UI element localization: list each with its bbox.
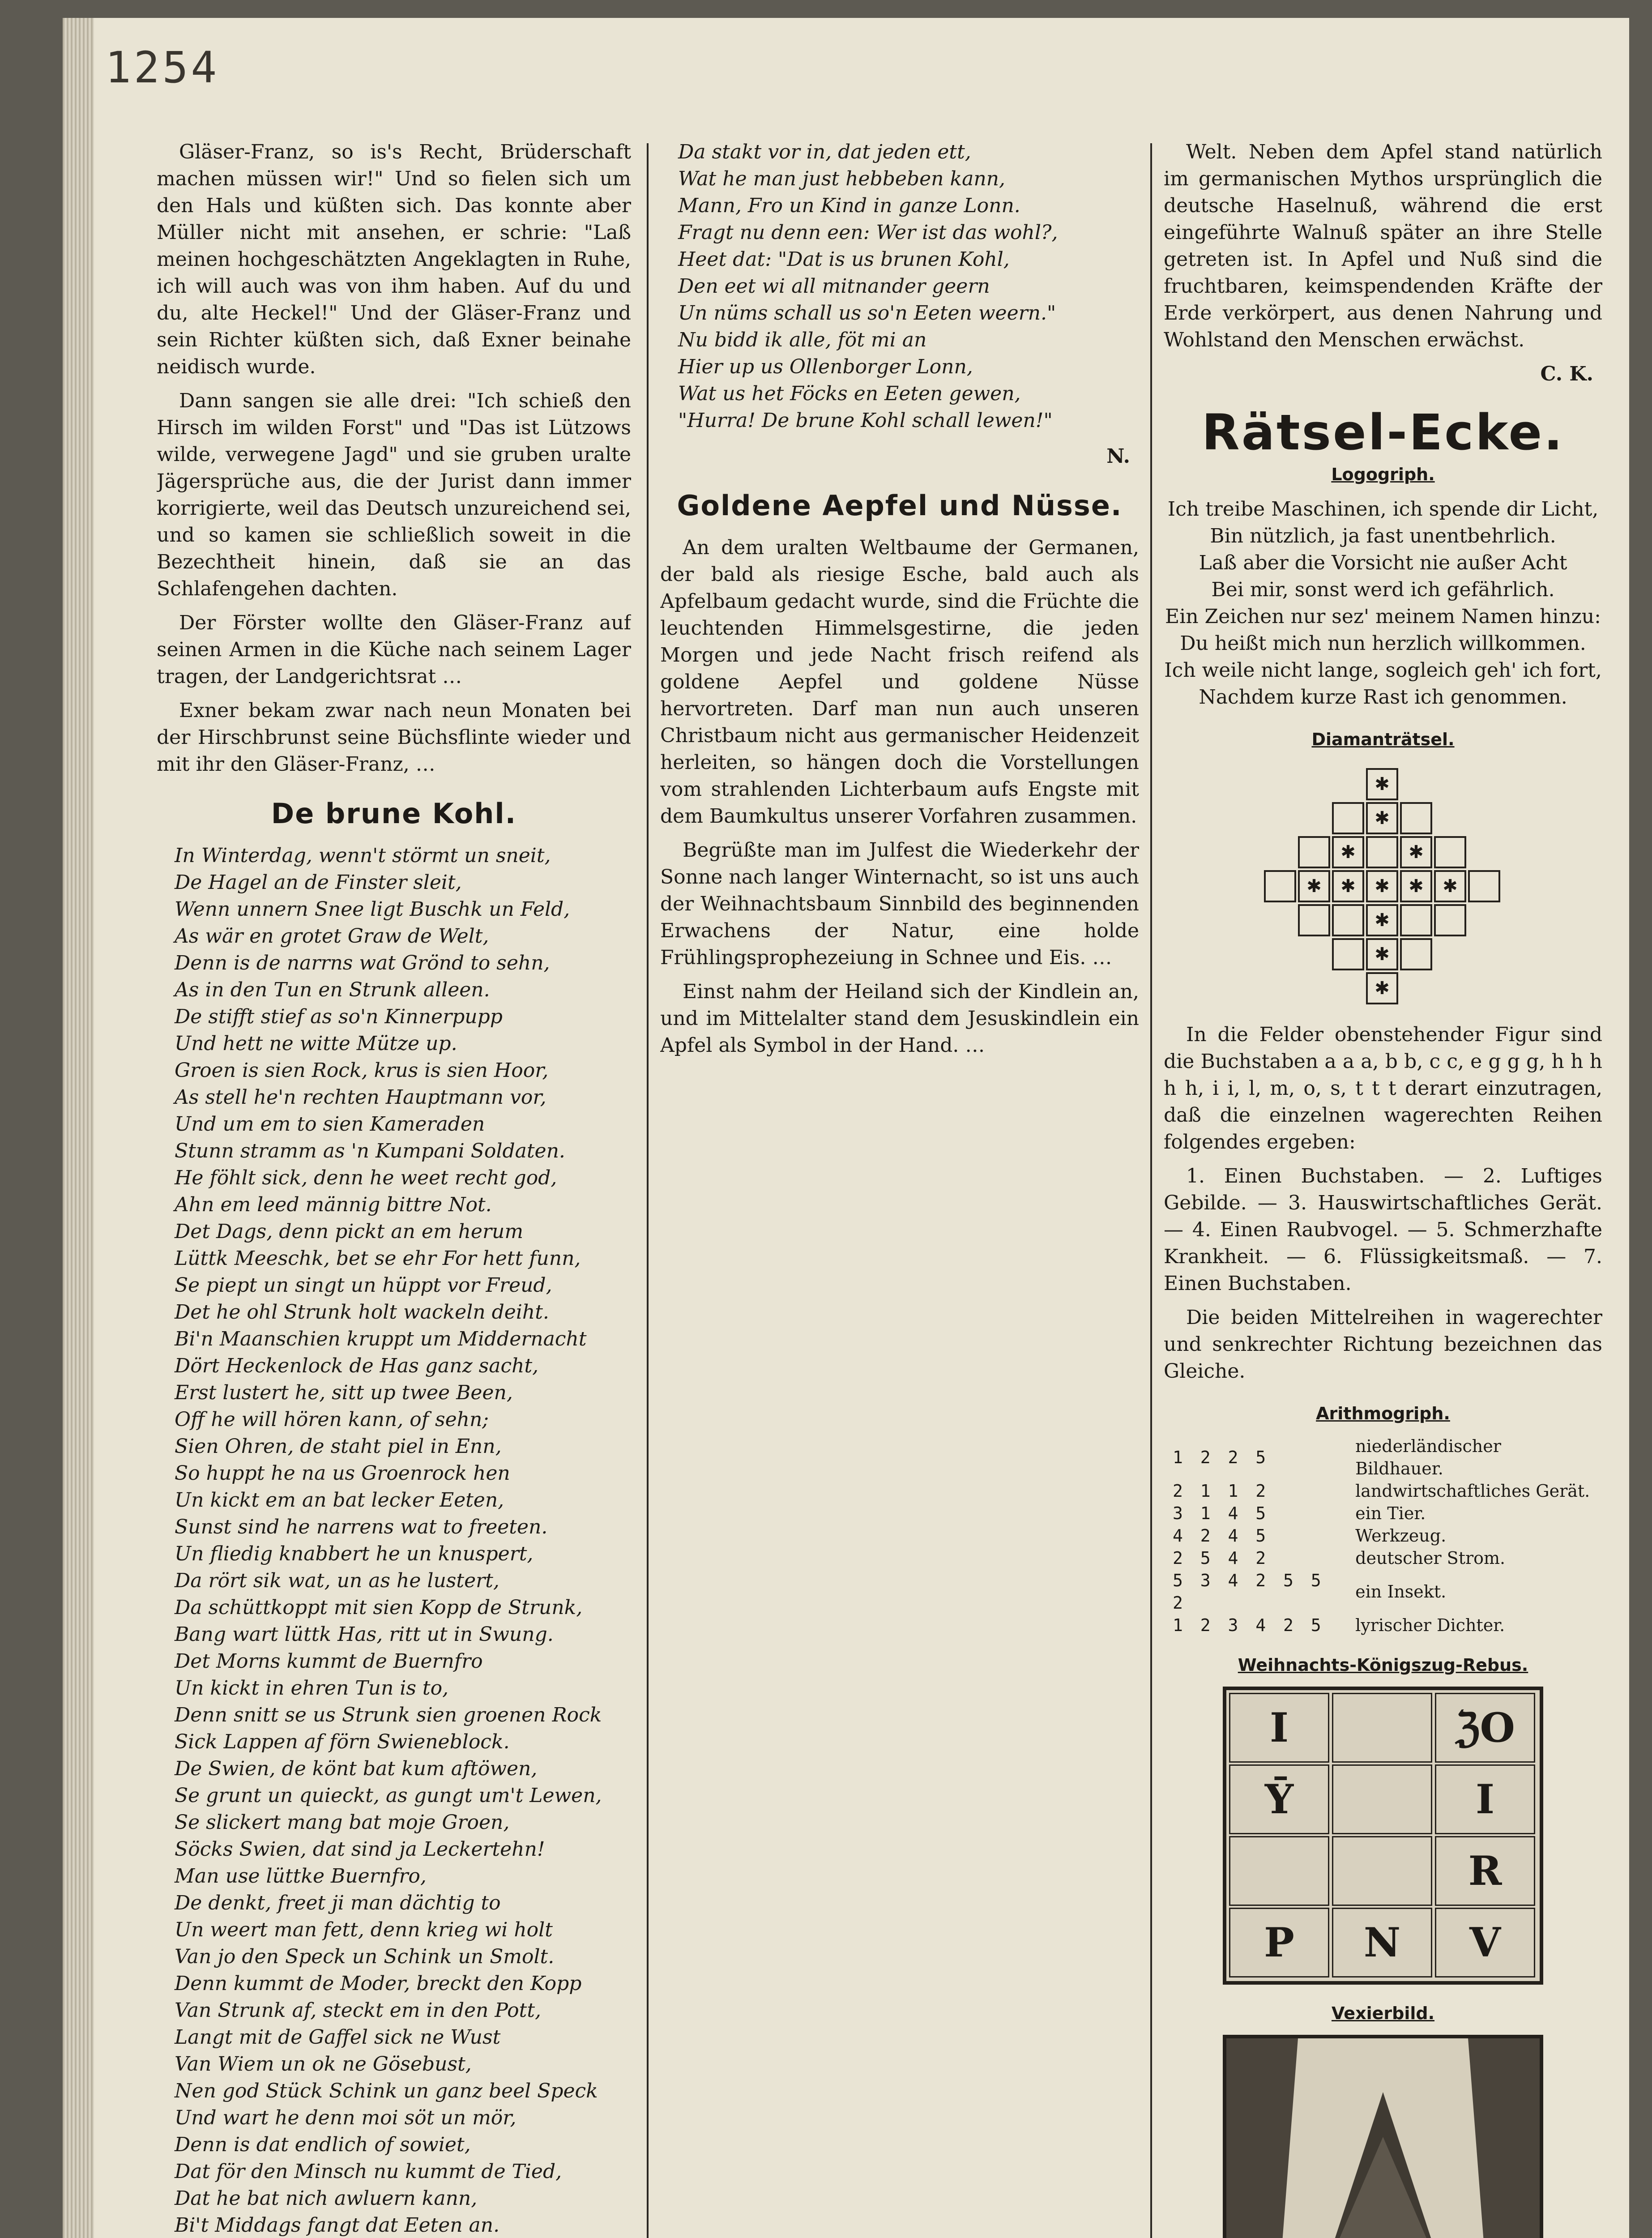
article-signature: C. K.: [1540, 363, 1593, 385]
paragraph: Welt. Neben dem Apfel stand natürlich im germanischen Mythos ursprünglich die deutsche Haselnuß, während die erst eingeführte Walnuß später an ihre Stelle getreten ist. In Apfel und Nuß sind die fruchtbaren, keimspendenden Kräfte der Erde verkörpert, aus denen Nahrung und Wohlstand den Menschen erwächst.: [1164, 141, 1602, 351]
poem-signature: N.: [1106, 445, 1130, 468]
poem-line: Un kickt em an bat lecker Eeten,: [175, 1489, 504, 1512]
rebus-picture: [1223, 1687, 1543, 1985]
poem-line: Sien Ohren, de staht piel in Enn,: [175, 1435, 502, 1458]
diamond-puzzle-grid: [1244, 762, 1522, 1012]
poem-line: Langt mit de Gaffel sick ne Wust: [175, 2026, 501, 2049]
verse-line: Laß aber die Vorsicht nie außer Acht: [1199, 551, 1567, 574]
poem-line: Lüttk Meeschk, bet se ehr For hett funn,: [175, 1247, 581, 1270]
poem-line: Det he ohl Strunk holt wackeln deiht.: [175, 1301, 549, 1324]
digit-sequence: 3 1 4 5: [1173, 1503, 1270, 1523]
poem-line: Da rört sik wat, un as he lustert,: [175, 1569, 499, 1592]
poem-line: Denn kummt de Moder, breckt den Kopp: [175, 1972, 582, 1995]
poem-line: Off he will hören kann, of sehn;: [175, 1408, 489, 1431]
grid-cell: [1434, 836, 1466, 868]
paragraph: Die beiden Mittelreihen in wagerechter und senkrechter Richtung bezeichnen das Gleiche.: [1164, 1306, 1602, 1383]
poem-line: Bi'n Maanschien kruppt um Middernacht: [175, 1328, 587, 1350]
paragraph: Der Förster wollte den Gläser-Franz auf seinen Armen in die Küche nach seinem Lager tragen, der Landgerichtsrat …: [157, 611, 631, 688]
poem-line: Un weert man fett, denn krieg wi holt: [175, 1918, 553, 1941]
poem-line: Söcks Swien, dat sind ja Leckertehn!: [175, 1838, 545, 1861]
poem-line: Van jo den Speck un Schink un Smolt.: [175, 1945, 555, 1968]
logogriph-verse: [1164, 496, 1602, 711]
rebus-cell: R: [1435, 1836, 1535, 1906]
column-1: [157, 139, 631, 2238]
rebus-cell: Р: [1229, 1908, 1329, 1977]
poem-continued: [678, 139, 1139, 434]
poem-line: Van Wiem un ok ne Gösebust,: [175, 2053, 472, 2076]
logogriph-heading: Logogriph.: [1331, 465, 1435, 484]
grid-cell: ✱: [1366, 768, 1398, 800]
grid-cell: [1332, 904, 1364, 936]
puzzle-corner-title: Rätsel-Ecke.: [1202, 404, 1564, 461]
poem-line: Wenn unnern Snee ligt Buschk un Feld,: [175, 898, 570, 921]
poem-line: Sunst sind he narrens wat to freeten.: [175, 1516, 548, 1538]
rebus-cell: [1229, 1836, 1329, 1906]
verse-line: Ich weile nicht lange, sogleich geh' ich fort,: [1164, 659, 1602, 682]
poem-line: Und wart he denn moi söt un mör,: [175, 2106, 517, 2129]
arithmogriph-heading: Arithmogriph.: [1316, 1404, 1450, 1423]
poem-line: Dört Heckenlock de Has ganz sacht,: [175, 1354, 539, 1377]
poem-line: Se piept un singt un hüppt vor Freud,: [175, 1274, 552, 1297]
digit-sequence: 5 3 4 2 5 5 2: [1173, 1571, 1325, 1613]
column-3: [1164, 139, 1602, 2238]
poem-line: Dat he bat nich awluern kann,: [175, 2187, 478, 2210]
poem-line: Mann, Fro un Kind in ganze Lonn.: [678, 194, 1020, 217]
paragraph: Dann sangen sie alle drei: "Ich schieß den Hirsch im wilden Forst" und "Das ist Lützows wilde, verwegene Jagd" und sie gruben uralte Jägersprüche aus, die der Jurist dann immer korrigierte, weil das Deutsch unzureichend sei, und so kamen sie schließlich soweit in die Bezechtheit hinein, daß sie an das Schlafengehen dachten.: [157, 389, 631, 600]
arithmogriph-row: [1173, 1502, 1602, 1525]
poem-line: Van Strunk af, steckt em in den Pott,: [175, 1999, 542, 2022]
poem-line: Man use lüttke Buernfro,: [175, 1865, 427, 1888]
poem-line: As wär en grotet Graw de Welt,: [175, 925, 489, 948]
column-2: [660, 139, 1139, 2238]
digit-sequence: 1 2 2 5: [1173, 1448, 1270, 1467]
clue: niederländischer Bildhauer.: [1355, 1436, 1501, 1478]
christmas-tree-illustration: [1226, 2038, 1540, 2238]
grid-cell: [1298, 836, 1330, 868]
verse-line: Ein Zeichen nur sez' meinem Namen hinzu:: [1165, 605, 1601, 628]
digit-sequence: 4 2 4 5: [1173, 1526, 1270, 1546]
grid-cell: ✱: [1366, 938, 1398, 970]
poem-line: Det Dags, denn pickt an em herum: [175, 1220, 524, 1243]
grid-cell: [1468, 870, 1500, 902]
digit-sequence: 2 1 1 2: [1173, 1481, 1270, 1501]
grid-cell: [1400, 802, 1432, 834]
verse-line: Ich treibe Maschinen, ich spende dir Licht,: [1167, 498, 1599, 521]
poem-line: Wat us het Föcks en Eeten gewen,: [678, 382, 1021, 405]
newspaper-page: [63, 18, 1629, 2238]
poem-line: Dat för den Minsch nu kummt de Tied,: [175, 2160, 562, 2183]
arithmogriph-row: [1173, 1480, 1602, 1502]
poem: [175, 842, 631, 2238]
poem-line: Hier up us Ollenborger Lonn,: [678, 355, 973, 378]
poem-line: Denn is de narrns wat Grönd to sehn,: [175, 952, 550, 974]
poem-line: Bi't Middags fangt dat Eeten an.: [175, 2214, 500, 2237]
clue: ein Insekt.: [1355, 1582, 1447, 1602]
digit-sequence: 2 5 4 2: [1173, 1548, 1270, 1568]
grid-cell: ✱: [1434, 870, 1466, 902]
poem-line: Groen is sien Rock, krus is sien Hoor,: [175, 1059, 549, 1082]
poem-line: Bang wart lüttk Has, ritt ut in Swung.: [175, 1623, 554, 1646]
rebus-cell: [1332, 1764, 1432, 1834]
grid-cell: [1366, 836, 1398, 868]
poem-line: De Swien, de könt bat kum aftöwen,: [175, 1757, 538, 1780]
poem-line: In Winterdag, wenn't störmt un sneit,: [175, 844, 551, 867]
grid-cell: [1400, 904, 1432, 936]
diamond-heading: Diamanträtsel.: [1311, 730, 1455, 749]
poem-line: Se slickert mang bat moje Groen,: [175, 1811, 510, 1834]
poem-line: Denn snitt se us Strunk sien groenen Rock: [175, 1704, 602, 1726]
page-number: 1254: [105, 43, 220, 93]
clue: landwirtschaftliches Gerät.: [1355, 1481, 1590, 1501]
poem-line: So huppt he na us Groenrock hen: [175, 1462, 510, 1485]
poem-line: De denkt, freet ji man dächtig to: [175, 1892, 501, 1914]
arithmogriph-table: [1173, 1435, 1602, 1636]
poem-line: Un kickt in ehren Tun is to,: [175, 1677, 449, 1700]
grid-cell: [1332, 938, 1364, 970]
poem-line: Fragt nu denn een: Wer ist das wohl?,: [678, 221, 1058, 244]
paragraph: Exner bekam zwar nach neun Monaten bei der Hirschbrunst seine Büchsflinte wieder und mit ihr den Gläser-Franz, …: [157, 699, 631, 776]
grid-cell: [1400, 938, 1432, 970]
paragraph: Einst nahm der Heiland sich der Kindlein an, und im Mittelalter stand dem Jesuskindlein ein Apfel als Symbol in der Hand. …: [660, 980, 1139, 1057]
rebus-cell: [1332, 1836, 1432, 1906]
poem-line: Nu bidd ik alle, föt mi an: [678, 329, 927, 351]
grid-cell: ✱: [1298, 870, 1330, 902]
paragraph: Begrüßte man im Julfest die Wiederkehr der Sonne nach langer Winternacht, so ist uns auch der Weihnachtsbaum Sinnbild des beginnenden Erwachens der Natur, eine holde Frühlingsprophezeiung in Schnee und Eis. …: [660, 839, 1139, 969]
rebus-cell: V: [1435, 1908, 1535, 1977]
column-rule: [647, 143, 649, 2238]
rebus-cell: I: [1435, 1764, 1535, 1834]
vexier-heading: Vexierbild.: [1331, 2003, 1435, 2023]
verse-line: Bin nützlich, ja fast unentbehrlich.: [1210, 525, 1556, 547]
rebus-cell: Ȳ: [1229, 1764, 1329, 1834]
digit-sequence: 1 2 3 4 2 5: [1173, 1615, 1325, 1635]
rebus-cell: I: [1229, 1693, 1329, 1763]
verse-line: Nachdem kurze Rast ich genommen.: [1199, 686, 1567, 709]
rebus-cell: N: [1332, 1908, 1432, 1977]
rebus-heading: Weihnachts-Königszug-Rebus.: [1238, 1655, 1528, 1675]
clue: ein Tier.: [1355, 1503, 1426, 1523]
verse-line: Du heißt mich nun herzlich willkommen.: [1180, 632, 1586, 655]
grid-cell: [1264, 870, 1296, 902]
rebus-cell: ℨO: [1435, 1693, 1535, 1763]
vexier-picture: [1223, 2035, 1543, 2238]
poem-line: Ahn em leed männig bittre Not.: [175, 1193, 492, 1216]
poem-line: De stifft stief as so'n Kinnerpupp: [175, 1005, 503, 1028]
arithmogriph-row: [1173, 1614, 1602, 1636]
poem-line: He föhlt sick, denn he weet recht god,: [175, 1166, 557, 1189]
poem-line: Erst lustert he, sitt up twee Been,: [175, 1381, 513, 1404]
page-edge: [63, 18, 94, 2238]
column-rule: [1150, 143, 1152, 2238]
grid-cell: ✱: [1366, 870, 1398, 902]
grid-cell: ✱: [1366, 802, 1398, 834]
poem-line: "Hurra! De brune Kohl schall lewen!": [678, 409, 1053, 432]
paragraph: In die Felder obenstehender Figur sind die Buchstaben a a a, b b, c c, e g g g, h h h h h, i i, l, m, o, s, t t t derart einzutragen, daß die einzelnen wagerechten Reihen folgendes ergeben:: [1164, 1023, 1602, 1153]
verse-line: Bei mir, sonst werd ich gefährlich.: [1211, 578, 1555, 601]
poem-line: Da stakt vor in, dat jeden ett,: [678, 141, 971, 163]
poem-line: Se grunt un quieckt, as gungt um't Lewen,: [175, 1784, 602, 1807]
grid-cell: [1434, 904, 1466, 936]
arithmogriph-row: [1173, 1525, 1602, 1547]
poem-line: Wat he man just hebbeben kann,: [678, 167, 1006, 190]
arithmogriph-row: [1173, 1547, 1602, 1569]
poem-line: Det Morns kummt de Buernfro: [175, 1650, 483, 1673]
poem-line: Denn is dat endlich of sowiet,: [175, 2133, 471, 2156]
clue: Werkzeug.: [1355, 1526, 1447, 1546]
grid-cell: ✱: [1332, 836, 1364, 868]
poem-line: Sick Lappen af förn Swieneblock.: [175, 1730, 510, 1753]
poem-title: De brune Kohl.: [271, 797, 517, 830]
grid-cell: ✱: [1366, 904, 1398, 936]
grid-cell: ✱: [1400, 870, 1432, 902]
poem-line: Da schüttkoppt mit sien Kopp de Strunk,: [175, 1596, 583, 1619]
poem-line: Und um em to sien Kameraden: [175, 1113, 485, 1136]
paragraph: An dem uralten Weltbaume der Germanen, der bald als riesige Esche, bald auch als Apfelbaum gedacht wurde, sind die Früchte die leuchtenden Himmelsgestirne, die jeden Morgen und jede Nacht frisch reifend als goldene Aepfel und goldene Nüsse hervortreten. Darf man nun auch unseren Christbaum nicht aus germanischer Heidenzeit herleiten, so hängen doch die Vorstellungen vom strahlenden Lichterbaum aufs Engste mit dem Baumkultus unserer Vorfahren zusammen.: [660, 536, 1139, 828]
poem-line: Den eet wi all mitnander geern: [678, 275, 990, 298]
grid-cell: ✱: [1332, 870, 1364, 902]
grid-cell: ✱: [1366, 972, 1398, 1004]
clue: deutscher Strom.: [1355, 1548, 1506, 1568]
poem-line: As stell he'n rechten Hauptmann vor,: [175, 1086, 546, 1109]
poem-line: Un fliedig knabbert he un knuspert,: [175, 1542, 534, 1565]
rebus-cell: [1332, 1693, 1432, 1763]
clue: lyrischer Dichter.: [1355, 1615, 1505, 1635]
poem-line: Nen god Stück Schink un ganz beel Speck: [175, 2080, 598, 2102]
paragraph: Gläser-Franz, so is's Recht, Brüderschaft machen müssen wir!" Und so fielen sich um den Hals und küßten sich. Das konnte aber Müller nicht mit ansehen, er schrie: "Laß meinen hochgeschätzten Angeklagten in Ruhe, ich will auch was von ihm haben. Auf du und du, alte Heckel!" Und der Gläser-Franz und sein Richter küßten sich, daß Exner beinahe neidisch wurde.: [157, 141, 631, 378]
poem-line: Und hett ne witte Mütze up.: [175, 1032, 457, 1055]
poem-line: Stunn stramm as 'n Kumpani Soldaten.: [175, 1140, 565, 1162]
grid-cell: ✱: [1400, 836, 1432, 868]
arithmogriph-row: [1173, 1435, 1602, 1480]
poem-line: Heet dat: "Dat is us brunen Kohl,: [678, 248, 1010, 271]
arithmogriph-row: [1173, 1569, 1602, 1614]
paragraph: 1. Einen Buchstaben. — 2. Luftiges Gebilde. — 3. Hauswirtschaftliches Gerät. — 4. Einen Raubvogel. — 5. Schmerzhafte Krankheit. — 6. Flüssigkeitsmaß. — 7. Einen Buchstaben.: [1164, 1165, 1602, 1295]
poem-line: Un nüms schall us so'n Eeten weern.": [678, 302, 1056, 325]
grid-cell: [1298, 904, 1330, 936]
poem-line: As in den Tun en Strunk alleen.: [175, 978, 490, 1001]
article-title: Goldene Aepfel und Nüsse.: [677, 489, 1123, 522]
grid-cell: [1332, 802, 1364, 834]
poem-line: De Hagel an de Finster sleit,: [175, 871, 462, 894]
